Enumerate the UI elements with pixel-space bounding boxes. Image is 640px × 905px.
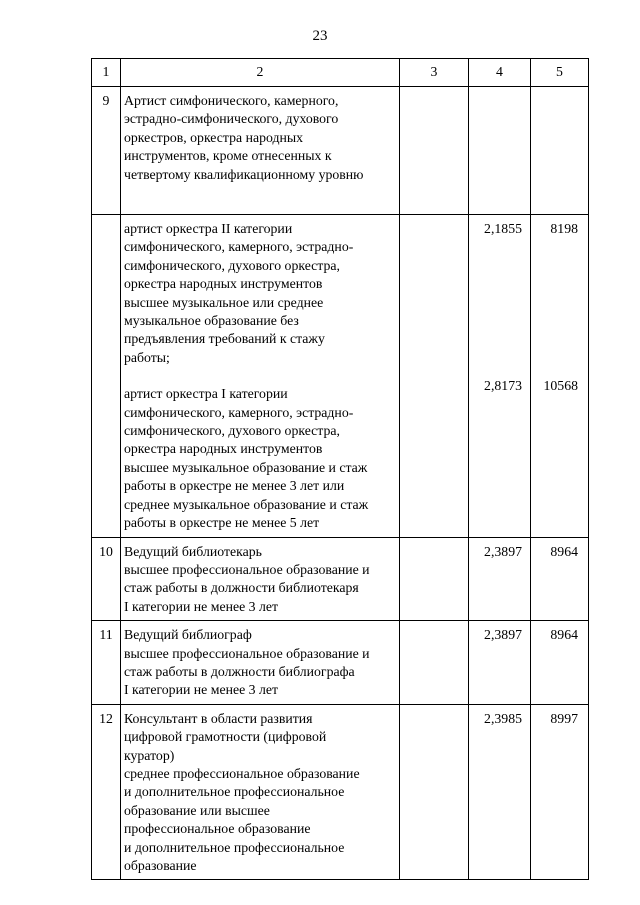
position-name: Ведущий библиотекарь высшее профессиональное образование и стаж работы в должности библиотекаря I категории не менее 3 лет <box>121 537 400 621</box>
header-col-5: 5 <box>531 59 589 87</box>
table-row <box>92 704 589 880</box>
salary-cell <box>531 215 589 538</box>
position-name: Ведущий библиограф высшее профессиональное образование и стаж работы в должности библиографа I категории не менее 3 лет <box>121 621 400 705</box>
row-number: 10 <box>92 537 121 621</box>
position-name: Консультант в области развития цифровой грамотности (цифровой куратор) среднее профессиональное образование и дополнительное профессиональное образование или высшее профессиональное образование и дополнительное профессиональное образование <box>121 704 400 880</box>
table-header-row <box>92 59 589 87</box>
coefficient-cell: 2,3985 <box>469 704 531 880</box>
row-number <box>92 215 121 538</box>
position-subcategories <box>121 215 400 538</box>
page-number: 23 <box>312 28 328 44</box>
header-col-2: 2 <box>121 59 400 87</box>
table-row <box>92 215 589 538</box>
coefficient-cell <box>469 215 531 538</box>
col3-cell <box>400 215 469 538</box>
row-number: 12 <box>92 704 121 880</box>
position-name: Артист симфонического, камерного, эстрадно-симфонического, духового оркестров, оркестра народных инструментов, кроме отнесенных к четвертому квалификационному уровню <box>121 87 400 215</box>
header-col-3: 3 <box>400 59 469 87</box>
salary-table <box>91 58 589 880</box>
coefficient-cell <box>469 87 531 215</box>
salary-sub2: 10568 <box>543 378 578 394</box>
coefficient-sub1: 2,1855 <box>484 221 522 236</box>
col3-cell <box>400 537 469 621</box>
col3-cell <box>400 704 469 880</box>
coefficient-sub2: 2,8173 <box>484 378 522 394</box>
row-number: 11 <box>92 621 121 705</box>
table-row <box>92 537 589 621</box>
header-col-1: 1 <box>92 59 121 87</box>
table-row <box>92 621 589 705</box>
subcategory-1: артист оркестра I категории симфонического, камерного, эстрадно- симфонического, духового оркестра, оркестра народных инструментов высшее музыкальное образование и стаж работы в оркестре не менее 3 лет или среднее музыкальное образование и стаж работы в оркестре не менее 5 лет <box>124 386 369 531</box>
table-row <box>92 87 589 215</box>
coefficient-cell: 2,3897 <box>469 621 531 705</box>
salary-cell: 8964 <box>531 621 589 705</box>
subcategory-2: артист оркестра II категории симфонического, камерного, эстрадно- симфонического, духового оркестра, оркестра народных инструментов высшее музыкальное или среднее музыкальное образование без предъявления требований к стажу работы; <box>124 221 354 365</box>
salary-sub1: 8198 <box>550 221 578 236</box>
col3-cell <box>400 87 469 215</box>
header-col-4: 4 <box>469 59 531 87</box>
row-number: 9 <box>92 87 121 215</box>
salary-cell: 8964 <box>531 537 589 621</box>
salary-cell <box>531 87 589 215</box>
coefficient-cell: 2,3897 <box>469 537 531 621</box>
salary-cell: 8997 <box>531 704 589 880</box>
col3-cell <box>400 621 469 705</box>
